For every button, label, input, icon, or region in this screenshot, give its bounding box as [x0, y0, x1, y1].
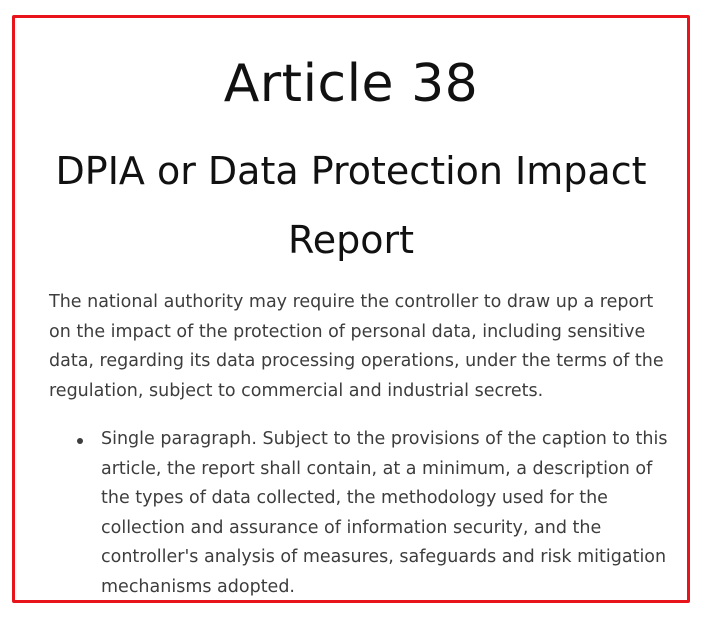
list-item — [49, 425, 679, 603]
article-paragraph: The national authority may require the controller to draw up a report on the impact of the protection of personal data, including sensitive data, regarding its data processing operations, under the terms of the regulation, subject to commercial and industrial secrets. — [49, 292, 664, 401]
article-bullet-list — [49, 425, 679, 603]
article-subtitle: DPIA or Data Protection Impact Report — [55, 149, 647, 262]
article-card — [12, 15, 690, 603]
article-number-heading: Article 38 — [223, 54, 479, 114]
bullet-text: Single paragraph. Subject to the provisions of the caption to this article, the report shall contain, at a minimum, a description of the types of data collected, the methodology used for the collection and assurance of information security, and the controller's analysis of measures, safeguards and risk mitigation mechanisms adopted. — [101, 429, 668, 597]
bullet-icon — [77, 438, 83, 444]
